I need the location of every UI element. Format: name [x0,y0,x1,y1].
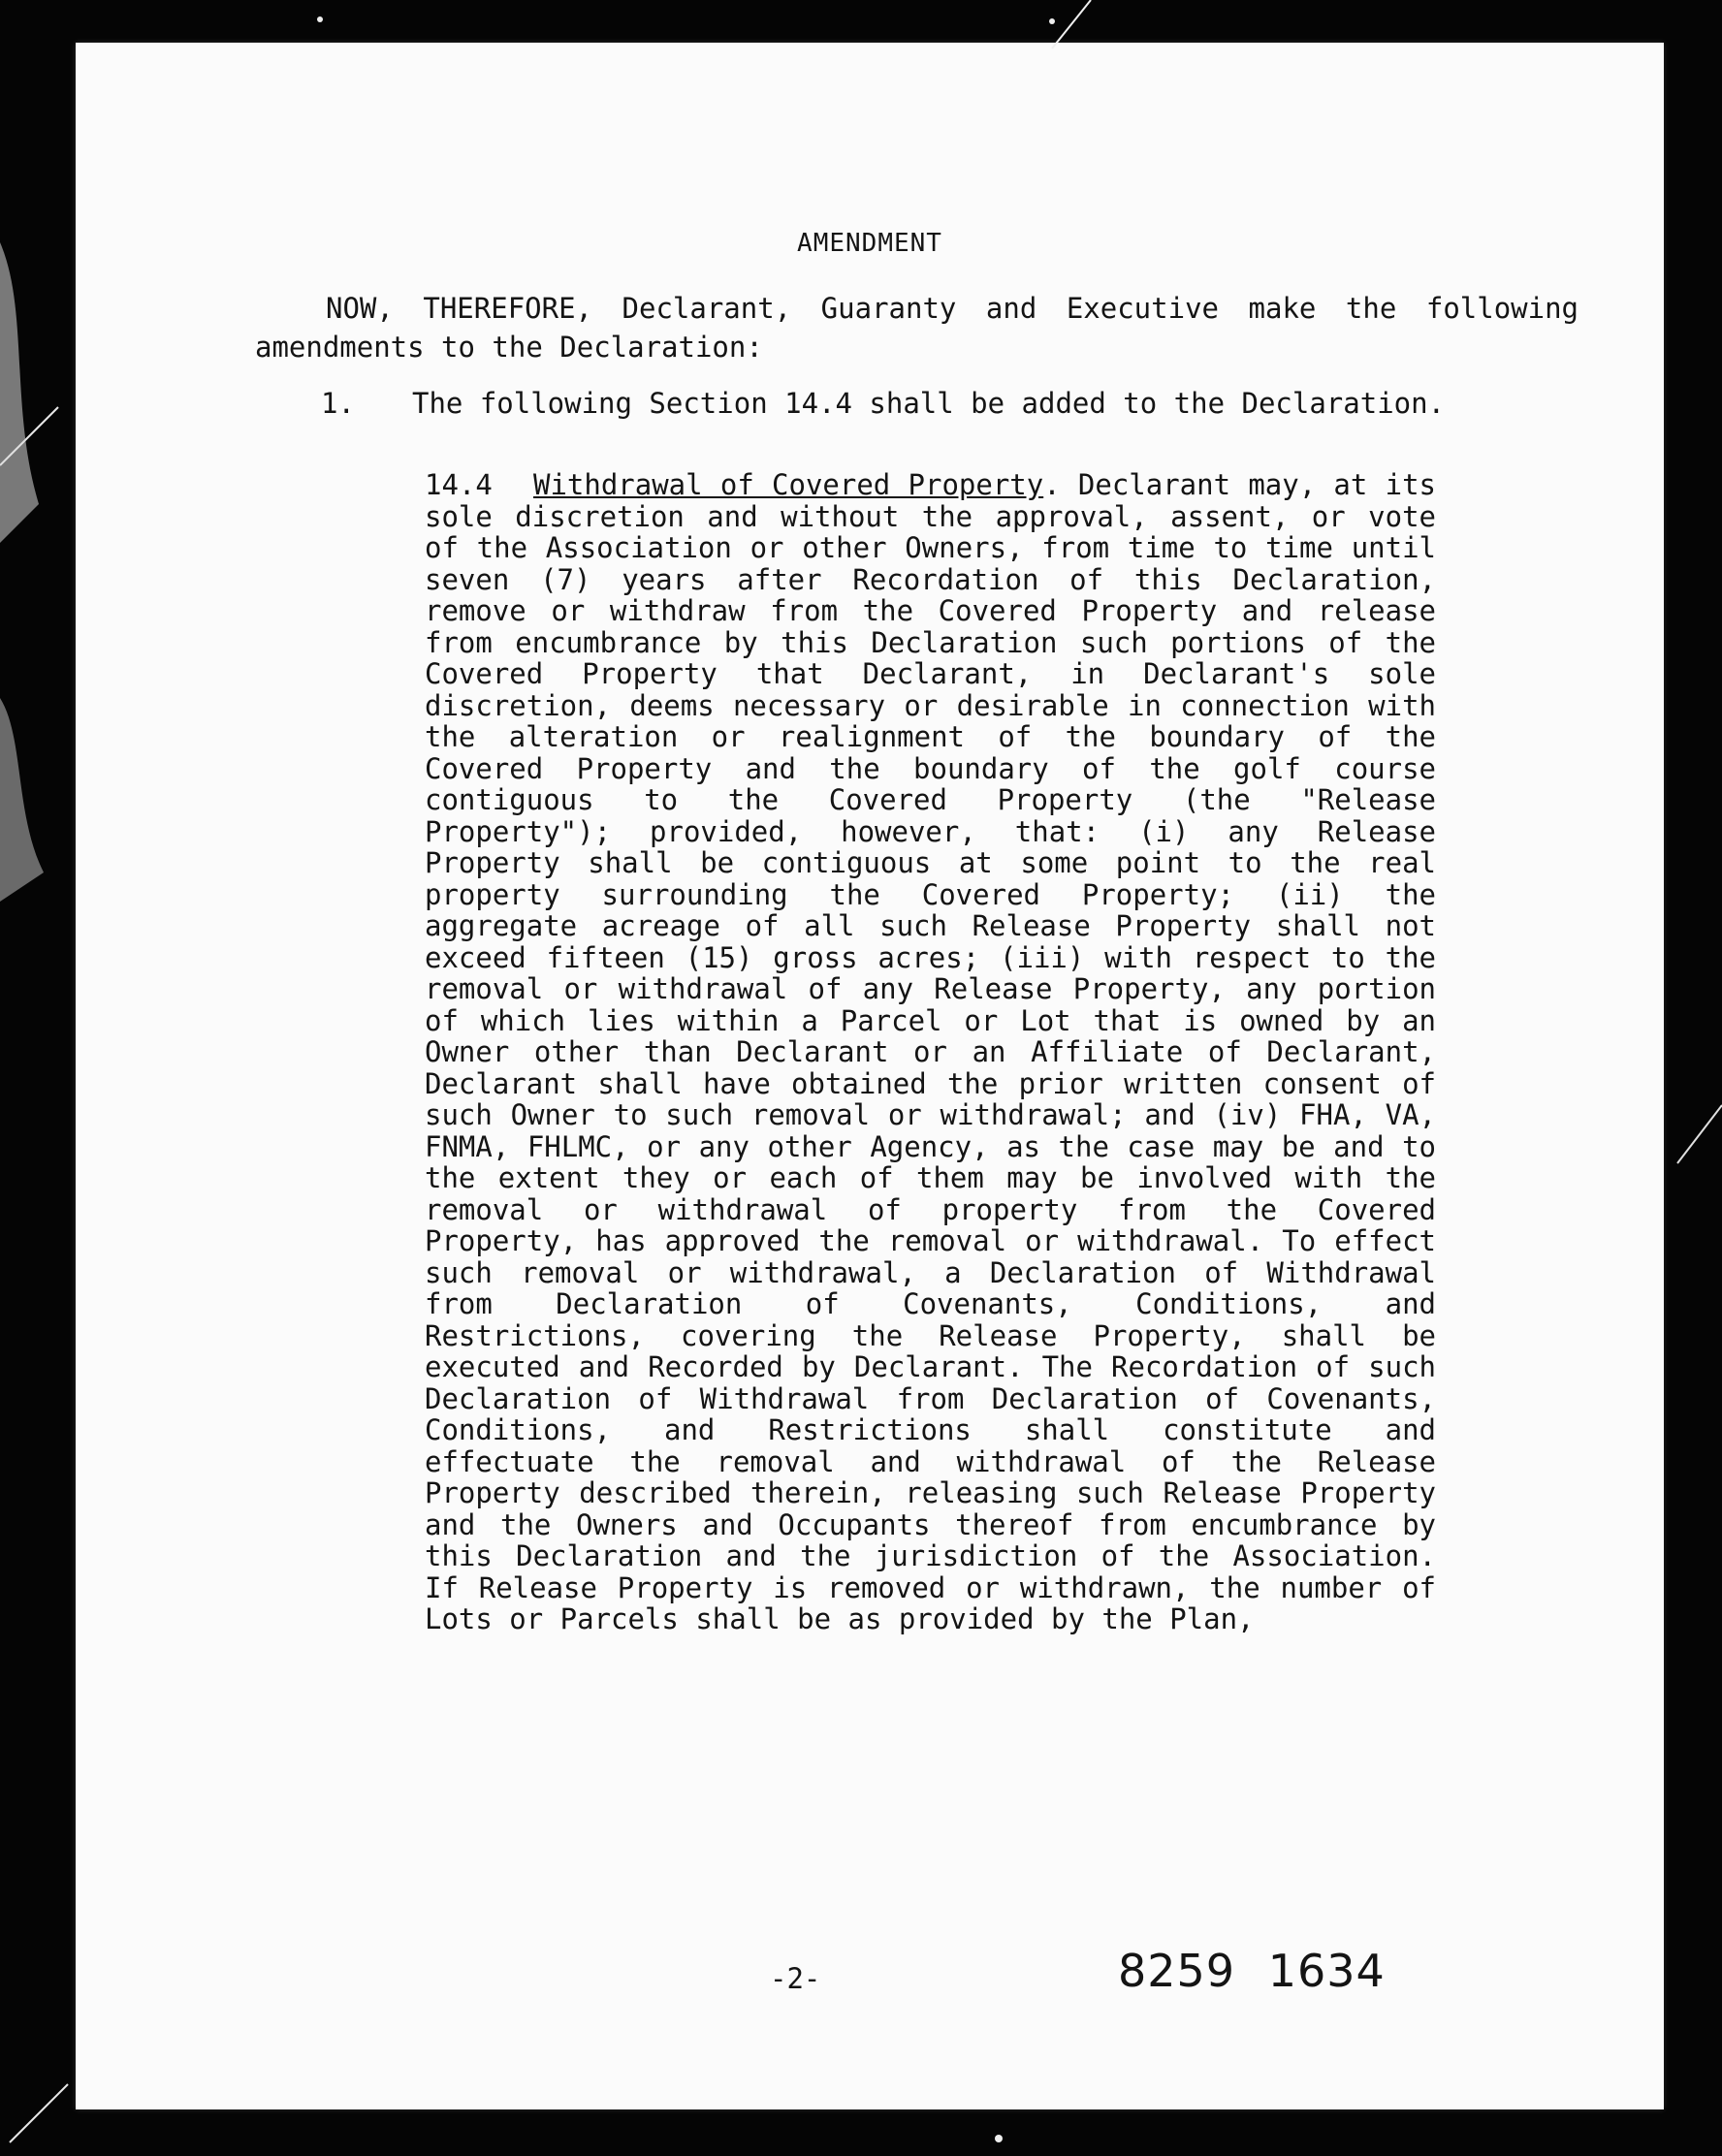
section-14-4 [425,469,1436,1635]
page-number: -2- [770,1962,821,1995]
section-heading: Withdrawal of Covered Property [533,468,1044,501]
item-number: 1. [321,387,355,420]
intro-paragraph: NOW, THEREFORE, Declarant, Guaranty and Executive make the following amendments to the Declaration: [255,292,1578,364]
document-page [76,43,1664,2109]
record-stamp: 8259 1634 [1118,1945,1386,1997]
item-text: The following Section 14.4 shall be added to the Declaration. [412,387,1446,420]
document-title: AMENDMENT [797,229,942,258]
section-number: 14.4 [425,468,493,501]
amendment-item-1 [255,384,1578,423]
section-body: . Declarant may, at its sole discretion and without the approval, assent, or vote of the Association or other Owners, from time to time until seven (7) years after Recordation of this Declaration, remove or withdraw from the Covered Property and release from encumbrance by this Declaration such portions of the Covered Property that Declarant, in Declarant's sole discretion, deems necessary or desirable in connection with the alteration or realignment of the boundary of the Covered Property and the boundary of the golf course contiguous to the Covered Property (the "Release Property"); provided, however, that: (i) any Release Property shall be contiguous at some point to the real property surrounding the Covered Property; (ii) the aggregate acreage of all such Release Property shall not exceed fifteen (15) gross acres; (iii) with respect to the removal or withdrawal of any Release Property, any portion of which lies within a Parcel or Lot that is owned by an Owner other than Declarant or an Affiliate of Declarant, Declarant shall have obtained the prior written consent of such Owner to such removal or withdrawal; and (iv) FHA, VA, FNMA, FHLMC, or any other Agency, as the case may be and to the extent they or each of them may be involved with the removal or withdrawal of property from the Covered Property, has approved the removal or withdrawal. To effect such removal or withdrawal, a Declaration of Withdrawal from Declaration of Covenants, Conditions, and Restrictions, covering the Release Property, shall be executed and Recorded by Declarant. The Recordation of such Declaration of Withdrawal from Declaration of Covenants, Conditions, and Restrictions shall constitute and effectuate the removal and withdrawal of the Release Property described therein, releasing such Release Property and the Owners and Occupants thereof from encumbrance by this Declaration and the jurisdiction of the Association. If Release Property is removed or withdrawn, the number of Lots or Parcels shall be as provided by the Plan, [425,468,1436,1635]
